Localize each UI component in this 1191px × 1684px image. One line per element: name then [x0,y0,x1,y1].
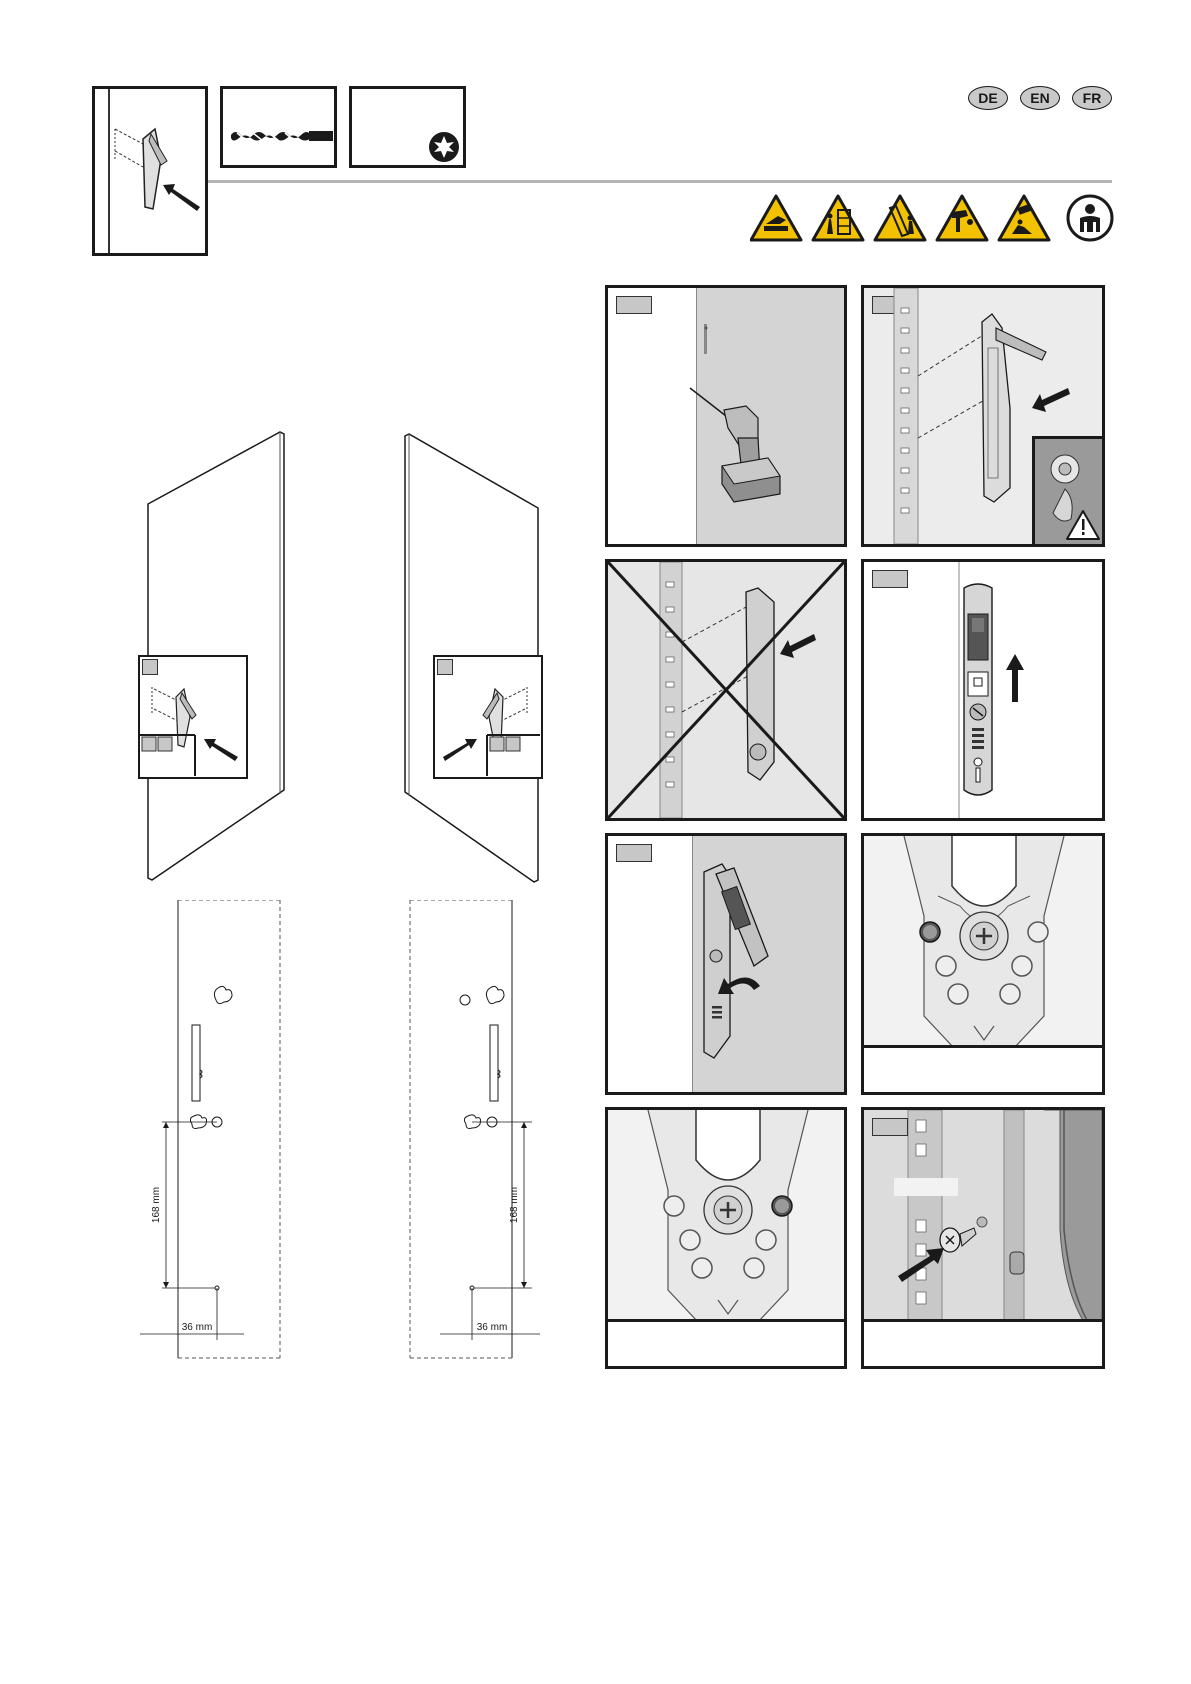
right-horizontal-dimension: 36 mm [476,1322,508,1333]
cordless-drill-illustration [608,288,844,544]
language-badge-en[interactable]: EN [1020,86,1060,110]
left-door-detail [138,655,248,779]
step-incorrect-mounting-panel [605,559,847,821]
torx-star-icon [429,132,459,162]
incorrect-mounting-illustration [608,562,844,818]
screw-insertion-illustration [864,1110,1102,1322]
left-vertical-dimension: 168 mm [151,1186,162,1224]
right-door-detail [433,655,543,779]
hand-crush-warning-icon [751,196,801,240]
drill-bit-panel [220,86,337,168]
overview-thumbnail [92,86,208,256]
drilling-templates [140,900,590,1370]
torx-panel [349,86,466,168]
handle-front-illustration [864,562,1102,818]
drill-bit-icon [223,89,334,165]
step-screw-holes-detail-a [861,833,1105,1095]
step-caption [864,1045,1102,1092]
header-divider [208,180,1112,183]
right-vertical-dimension: 168 mm [509,1186,520,1224]
falling-object-warning-icon [999,196,1049,240]
step-mount-handle-panel [861,285,1105,547]
handle-closing-illustration [608,836,844,1092]
warning-inset [1032,436,1105,547]
step-close-handle-panel [605,833,847,1095]
left-horizontal-dimension: 36 mm [181,1322,213,1333]
language-badge-fr[interactable]: FR [1072,86,1112,110]
lock-body-closeup-illustration [864,836,1102,1048]
step-tag [872,1118,908,1136]
step-slide-cover-panel [861,559,1105,821]
drill-warning-icon [937,196,987,240]
step-insert-screw-panel [861,1107,1105,1369]
qualified-person-icon [1068,196,1112,240]
step-caption [864,1319,1102,1366]
step-screw-holes-detail-b [605,1107,847,1369]
tipping-cabinet-warning-icon [813,196,863,240]
step-drill-panel [605,285,847,547]
falling-panel-warning-icon [875,196,925,240]
language-badge-de[interactable]: DE [968,86,1008,110]
lock-body-closeup-illustration [608,1110,844,1322]
step-caption [608,1319,844,1366]
